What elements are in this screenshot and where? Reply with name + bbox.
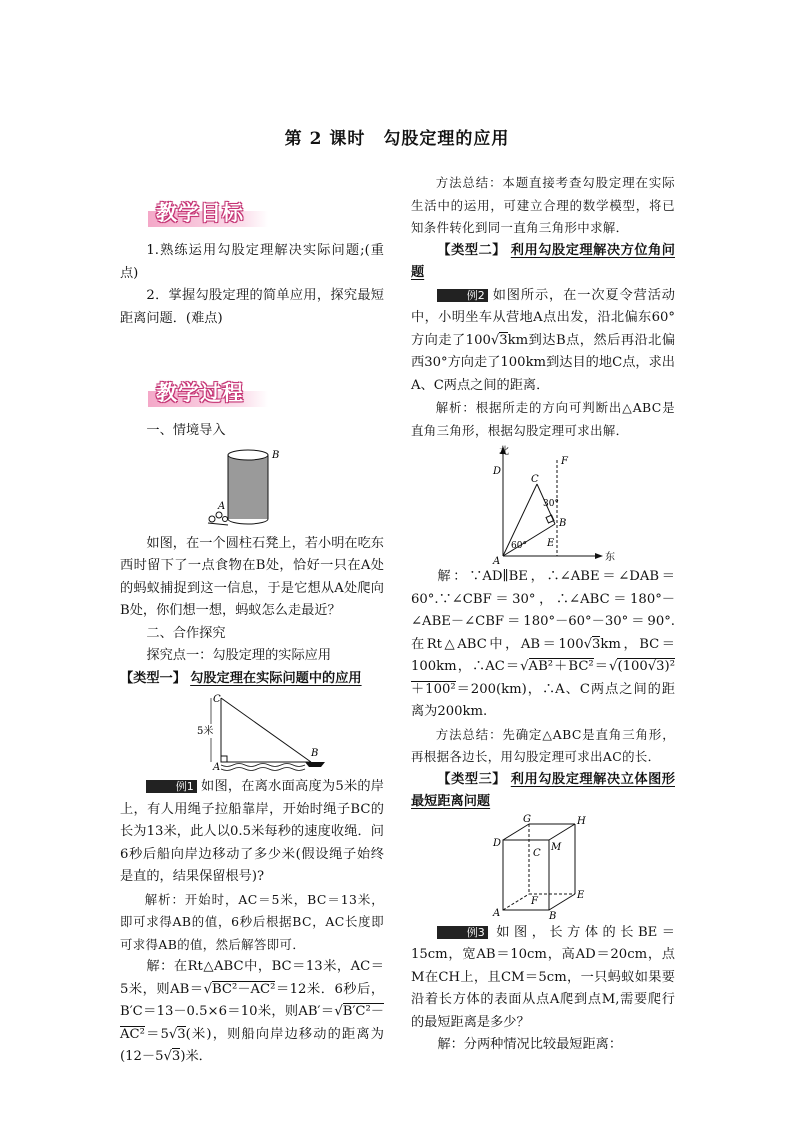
compass-label-e: E — [547, 538, 555, 549]
left-column — [120, 196, 384, 1069]
page-title: 第 2 课时 勾股定理的应用 — [284, 129, 510, 149]
section-heading-intro: 一、情境导入 — [146, 423, 226, 438]
compass-angle-60: 60° — [511, 541, 527, 551]
type-2-heading: 【类型二】 利用勾股定理解决方位角问题 — [411, 242, 675, 280]
box-label-f: F — [531, 895, 538, 907]
box-label-b: B — [549, 910, 557, 922]
compass-figure — [473, 444, 615, 567]
cyl-label-b: B — [272, 449, 280, 461]
goal-1: 1.熟练运用勾股定理解决实际问题;(重点) — [120, 243, 384, 281]
section-heading-explore: 二、合作探究 — [146, 625, 226, 641]
box-label-g: G — [523, 813, 531, 825]
compass-angle-30: 30° — [543, 499, 559, 509]
banner-teaching-goals: 教学目标 — [126, 202, 384, 234]
boat-height-label: 5米 — [197, 726, 214, 737]
box-label-m: M — [551, 841, 562, 853]
goal-2: 2．掌握勾股定理的简单应用，探究最短距离问题．(难点) — [120, 288, 384, 326]
compass-label-d: D — [493, 466, 502, 477]
explore-point-1: 探究点一：勾股定理的实际应用 — [146, 648, 332, 663]
method-summary-2: 方法总结：先确定△ABC是直角三角形，再根据各边长，用勾股定理可求出AC的长． — [411, 726, 675, 764]
example-1: 例1 如图，在离水面高度为5米的岸上，有人用绳子拉船靠岸，开始时绳子BC的长为13米，此人以0.5米每秒的速度收绳．问6秒后船向岸边移动了多少米(假设绳子始终是直的，结果保留根号)? — [120, 779, 384, 884]
type-1-heading: 【类型一】 勾股定理在实际问题中的应用 — [120, 670, 362, 686]
example-1-solution: 解：在Rt△ABC中，BC＝13米，AC＝5米，则AB＝√BC²－AC²＝12米．6秒后，B′C＝13－0.5×6＝10米，则AB′＝√B′C²－AC²＝5√3(米)，则船向岸边移动的距离为(12－5√3)米． — [120, 959, 385, 1064]
cyl-label-a: A — [218, 500, 226, 512]
boat-label-a: A — [213, 762, 221, 773]
banner-teaching-process: 教学过程 — [126, 382, 384, 414]
boat-figure — [177, 692, 327, 774]
box-label-e: E — [577, 889, 585, 901]
type-3-heading: 【类型三】 利用勾股定理解决立体图形最短距离问题 — [411, 771, 675, 809]
compass-label-b: B — [559, 518, 567, 529]
compass-label-c: C — [531, 474, 539, 485]
example-3: 例3 如图，长方体的长BE＝15cm，宽AB＝10cm，高AD＝20cm，点M在CH上，且CM＝5cm，一只蚂蚁如果要沿着长方体的表面从点A爬到点M,需要爬行的最短距离是多少？ — [411, 924, 675, 1030]
boat-label-b: B — [311, 748, 319, 759]
box-label-a: A — [493, 907, 501, 919]
right-column — [411, 172, 675, 1057]
method-summary-1: 方法总结：本题直接考查勾股定理在实际生活中的运用，可建立合理的数学模型，将已知条件转化到同一直角三角形中求解． — [411, 175, 675, 235]
boat-label-c: C — [213, 694, 221, 705]
example-2-solution: 解：∵AD∥BE，∴∠ABE＝∠DAB＝60°.∵∠CBF＝30°，∴∠ABC＝180°－∠ABE－∠CBF＝180°－60°－30°＝90°.在Rt△ABC中，AB＝100√3km，BC＝100km，∴AC＝√AB²＋BC²＝√(100√3)²＋100²＝200(km)，∴A、C两点之间的距离为200km. — [411, 569, 675, 719]
box-label-c: C — [533, 847, 541, 859]
box-figure — [483, 813, 603, 922]
ant-icon — [208, 512, 228, 525]
example-2: 例2 如图所示，在一次夏令营活动中，小明坐车从营地A点出发，沿北偏东60°方向走了100√3km到达B点，然后再沿北偏西30°方向走了100km到达目的地C点，求出A、C两点之间的距离． — [411, 287, 676, 393]
box-label-h: H — [577, 815, 586, 827]
compass-label-a: A — [493, 556, 501, 567]
intro-paragraph: 如图，在一个圆柱石凳上，若小明在吃东西时留下了一点食物在B处，恰好一只在A处的蚂蚁捕捉到这一信息，于是它想从A处爬向B处，你们想一想，蚂蚁怎么走最近？ — [120, 535, 384, 618]
compass-east-label: 东 — [605, 552, 615, 563]
example-3-solution: 解：分两种情况比较最短距离： — [437, 1037, 623, 1052]
cylinder-figure — [192, 445, 312, 531]
compass-north-label: 北 — [499, 446, 509, 457]
example-2-analysis: 解析：根据所走的方向可判断出△ABC是直角三角形，根据勾股定理可求出解． — [411, 400, 675, 438]
box-label-d: D — [493, 837, 502, 849]
compass-label-f: F — [561, 456, 568, 467]
example-1-analysis: 解析：开始时，AC＝5米，BC＝13米，即可求得AB的值，6秒后根据BC，AC长度即可求得AB的值，然后解答即可． — [120, 891, 384, 952]
